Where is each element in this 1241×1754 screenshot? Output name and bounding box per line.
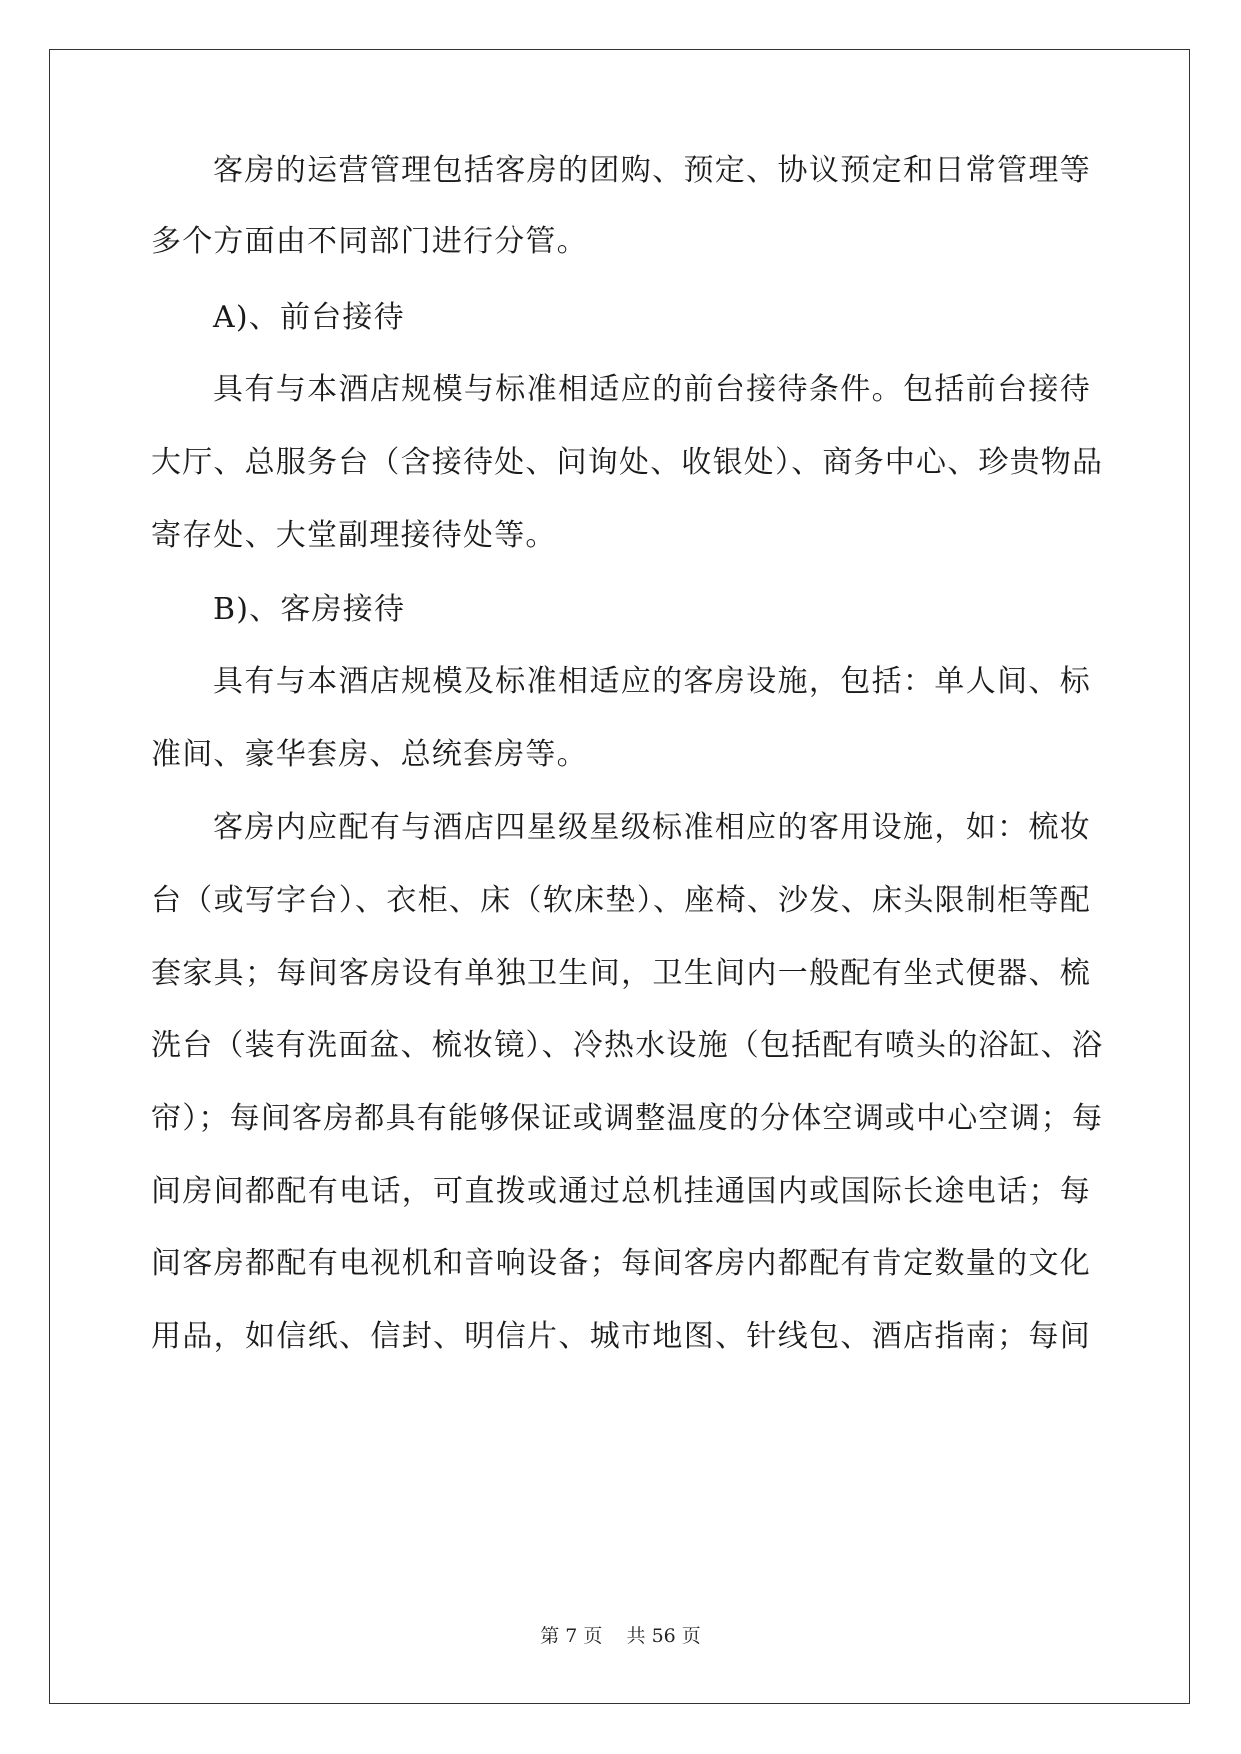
- section-heading-b: B)、客房接待: [213, 592, 406, 627]
- paragraph-line: 多个方面由不同部门进行分管。: [151, 224, 588, 259]
- paragraph-line: 准间、豪华套房、总统套房等。: [151, 737, 588, 772]
- paragraph-line: 具有与本酒店规模及标准相适应的客房设施，包括：单人间、标: [213, 664, 1091, 699]
- paragraph-line: 客房的运营管理包括客房的团购、预定、协议预定和日常管理等: [213, 153, 1091, 188]
- paragraph-line: 帘）；每间客房都具有能够保证或调整温度的分体空调或中心空调；每: [151, 1101, 1104, 1136]
- paragraph-line: 大厅、总服务台（含接待处、问询处、收银处）、商务中心、珍贵物品: [151, 445, 1104, 480]
- paragraph-line: 套家具；每间客房设有单独卫生间，卫生间内一般配有坐式便器、梳: [151, 956, 1091, 991]
- paragraph-line: 间房间都配有电话，可直拨或通过总机挂通国内或国际长途电话；每: [151, 1174, 1091, 1209]
- paragraph-line: 具有与本酒店规模与标准相适应的前台接待条件。包括前台接待: [213, 372, 1091, 407]
- paragraph-line: 洗台（装有洗面盆、梳妆镜）、冷热水设施（包括配有喷头的浴缸、浴: [151, 1028, 1104, 1063]
- paragraph-line: 用品，如信纸、信封、明信片、城市地图、针线包、酒店指南；每间: [151, 1319, 1091, 1354]
- paragraph-line: 寄存处、大堂副理接待处等。: [151, 518, 557, 553]
- paragraph-line: 台（或写字台）、衣柜、床（软床垫）、座椅、沙发、床头限制柜等配: [151, 883, 1091, 918]
- page-number-footer: 第 7 页 共 56 页: [540, 1625, 701, 1647]
- section-heading-a: A)、前台接待: [213, 300, 405, 335]
- paragraph-line: 间客房都配有电视机和音响设备；每间客房内都配有肯定数量的文化: [151, 1246, 1091, 1281]
- paragraph-line: 客房内应配有与酒店四星级星级标准相应的客用设施，如：梳妆: [213, 810, 1091, 845]
